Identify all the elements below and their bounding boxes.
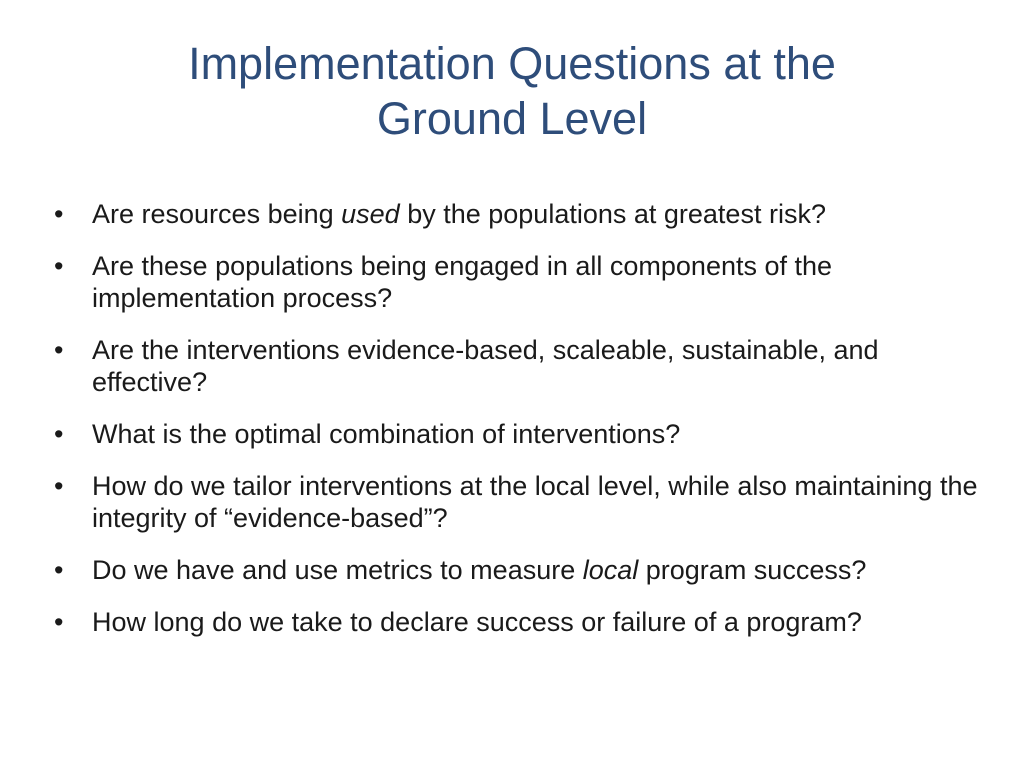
bullet-item bbox=[54, 554, 994, 586]
bullet-text-pre: Are the interventions evidence-based, scaleable, sustainable, and effective? bbox=[92, 335, 879, 397]
bullet-icon: • bbox=[54, 419, 64, 449]
bullet-item bbox=[54, 470, 994, 534]
bullet-icon: • bbox=[54, 555, 64, 585]
slide-title bbox=[60, 36, 964, 146]
bullet-text-post: program success? bbox=[638, 555, 867, 585]
title-line-1: Implementation Questions at the bbox=[188, 38, 836, 89]
bullet-text-emphasis: used bbox=[341, 199, 400, 229]
bullet-icon: • bbox=[54, 199, 64, 229]
bullet-item bbox=[54, 198, 994, 230]
bullet-icon: • bbox=[54, 335, 64, 365]
bullet-list bbox=[54, 198, 994, 658]
bullet-text-pre: How do we tailor interventions at the local level, while also maintaining the integrity of “evidence-based”? bbox=[92, 471, 978, 533]
bullet-text-pre: What is the optimal combination of interventions? bbox=[92, 419, 681, 449]
bullet-item bbox=[54, 418, 994, 450]
bullet-item bbox=[54, 250, 994, 314]
title-line-2: Ground Level bbox=[376, 93, 648, 144]
bullet-text-pre: Do we have and use metrics to measure bbox=[92, 555, 583, 585]
bullet-icon: • bbox=[54, 607, 64, 637]
bullet-item bbox=[54, 606, 994, 638]
bullet-text-post: by the populations at greatest risk? bbox=[399, 199, 826, 229]
bullet-icon: • bbox=[54, 471, 64, 501]
bullet-text-pre: Are resources being bbox=[92, 199, 342, 229]
bullet-text-pre: How long do we take to declare success or failure of a program? bbox=[92, 607, 862, 637]
bullet-icon: • bbox=[54, 251, 64, 281]
bullet-text-emphasis: local bbox=[582, 555, 639, 585]
bullet-text-pre: Are these populations being engaged in all components of the implementation process? bbox=[92, 251, 833, 313]
bullet-item bbox=[54, 334, 994, 398]
